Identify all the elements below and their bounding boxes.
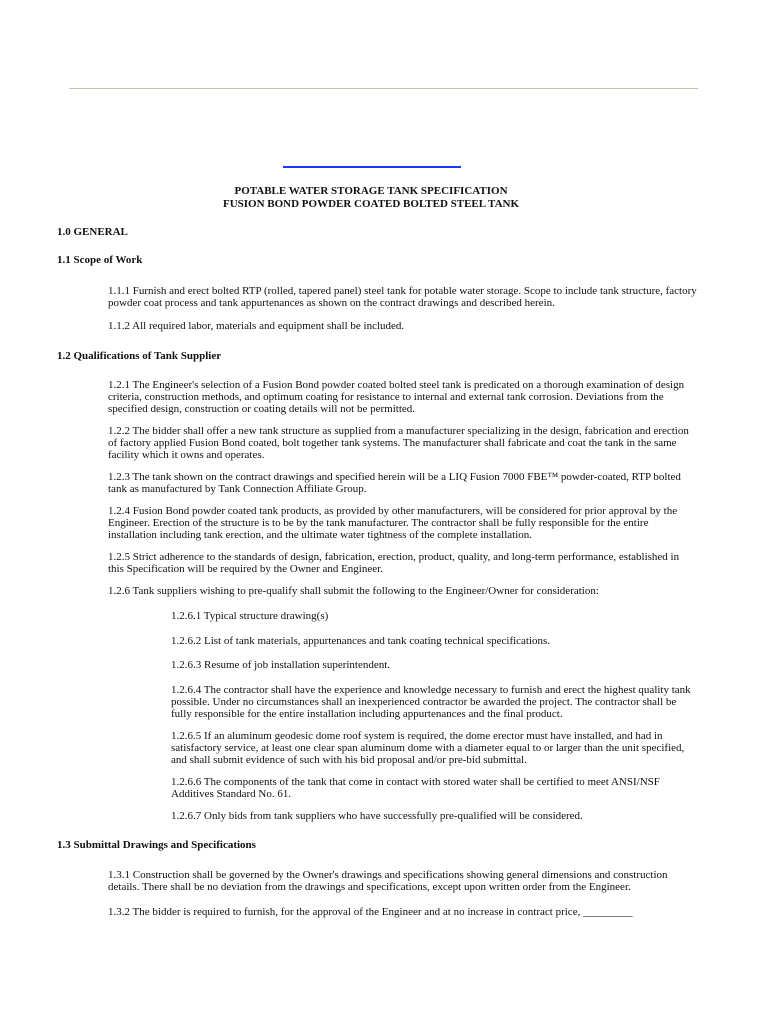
paragraph-1-2-6-1: 1.2.6.1 Typical structure drawing(s) (171, 610, 329, 622)
paragraph-1-3-1: 1.3.1 Construction shall be governed by the Owner's drawings and specifications showing general dimensions and construction details. There shall be no deviation from the drawings and specifications, except upon written order from the Engineer. (108, 869, 668, 893)
paragraph-1-2-3: 1.2.3 The tank shown on the contract drawings and specified herein will be a LIQ Fusion 7000 FBE™ powder-coated, RTP bolted tank as manufactured by Tank Connection Affiliate Group. (108, 471, 681, 495)
paragraph-1-2-1: 1.2.1 The Engineer's selection of a Fusion Bond powder coated bolted steel tank is predicated on a thorough examination of design criteria, construction methods, and optimum coating for resistance to internal and external tank corrosion. Deviations from the specified design, construction or coating details will not be permitted. (108, 379, 685, 415)
paragraph-1-2-6-4: 1.2.6.4 The contractor shall have the experience and knowledge necessary to furnish and erect the highest quality tank possible. Under no circumstances shall an inexperienced contractor be awarded the project. The contractor shall be fully responsible for the entire installation including appurtenances and the final product. (171, 684, 691, 720)
top-divider (69, 88, 698, 89)
section-1-3-heading: 1.3 Submittal Drawings and Specifications (57, 839, 256, 851)
section-1-1-heading: 1.1 Scope of Work (57, 254, 143, 266)
title-line-2: FUSION BOND POWDER COATED BOLTED STEEL TANK (222, 198, 520, 210)
paragraph-1-3-2: 1.3.2 The bidder is required to furnish, for the approval of the Engineer and at no increase in contract price, _________ (108, 906, 633, 918)
title-line-1: POTABLE WATER STORAGE TANK SPECIFICATION (234, 185, 508, 197)
paragraph-1-2-4: 1.2.4 Fusion Bond powder coated tank products, as provided by other manufacturers, will be considered for prior approval by the Engineer. Erection of the structure is to be by the tank manufacturer. The contractor shall be fully responsible for the entire installation including tank erection, and the ultimate water tightness of the complete installation. (108, 505, 678, 541)
paragraph-1-2-5: 1.2.5 Strict adherence to the standards of design, fabrication, erection, product, quality, and long-term performance, established in this Specification will be required by the Owner and Engineer. (108, 551, 680, 575)
link-underline[interactable] (283, 166, 461, 168)
section-1-0-heading: 1.0 GENERAL (57, 226, 128, 238)
paragraph-1-1-1: 1.1.1 Furnish and erect bolted RTP (rolled, tapered panel) steel tank for potable water storage. Scope to include tank structure, factory powder coat process and tank appurtenances as shown on the contract drawings and described herein. (108, 285, 697, 309)
paragraph-1-2-6-6: 1.2.6.6 The components of the tank that come in contact with stored water shall be certified to meet ANSI/NSF Additives Standard No. 61. (171, 776, 660, 800)
paragraph-1-2-6: 1.2.6 Tank suppliers wishing to pre-qualify shall submit the following to the Engineer/Owner for consideration: (108, 585, 599, 597)
paragraph-1-2-2: 1.2.2 The bidder shall offer a new tank structure as supplied from a manufacturer specializing in the design, fabrication and erection of factory applied Fusion Bond coated, bolt together tank systems. The manufacturer shall fabricate and coat the tank in the same facility which it owns and operates. (108, 425, 689, 461)
paragraph-1-2-6-2: 1.2.6.2 List of tank materials, appurtenances and tank coating technical specifications. (171, 635, 551, 647)
paragraph-1-2-6-3: 1.2.6.3 Resume of job installation superintendent. (171, 659, 391, 671)
paragraph-1-1-2: 1.1.2 All required labor, materials and equipment shall be included. (108, 320, 405, 332)
paragraph-1-2-6-5: 1.2.6.5 If an aluminum geodesic dome roof system is required, the dome erector must have installed, and had in satisfactory service, at least one clear span aluminum dome with a diameter equal to or larger than the unit specified, and shall submit evidence of such with his bid proposal and/or pre-bid submittal. (171, 730, 685, 766)
paragraph-1-2-6-7: 1.2.6.7 Only bids from tank suppliers who have successfully pre-qualified will be considered. (171, 810, 583, 822)
section-1-2-heading: 1.2 Qualifications of Tank Supplier (57, 350, 222, 362)
document-title (0, 185, 742, 211)
document-body (57, 226, 697, 928)
